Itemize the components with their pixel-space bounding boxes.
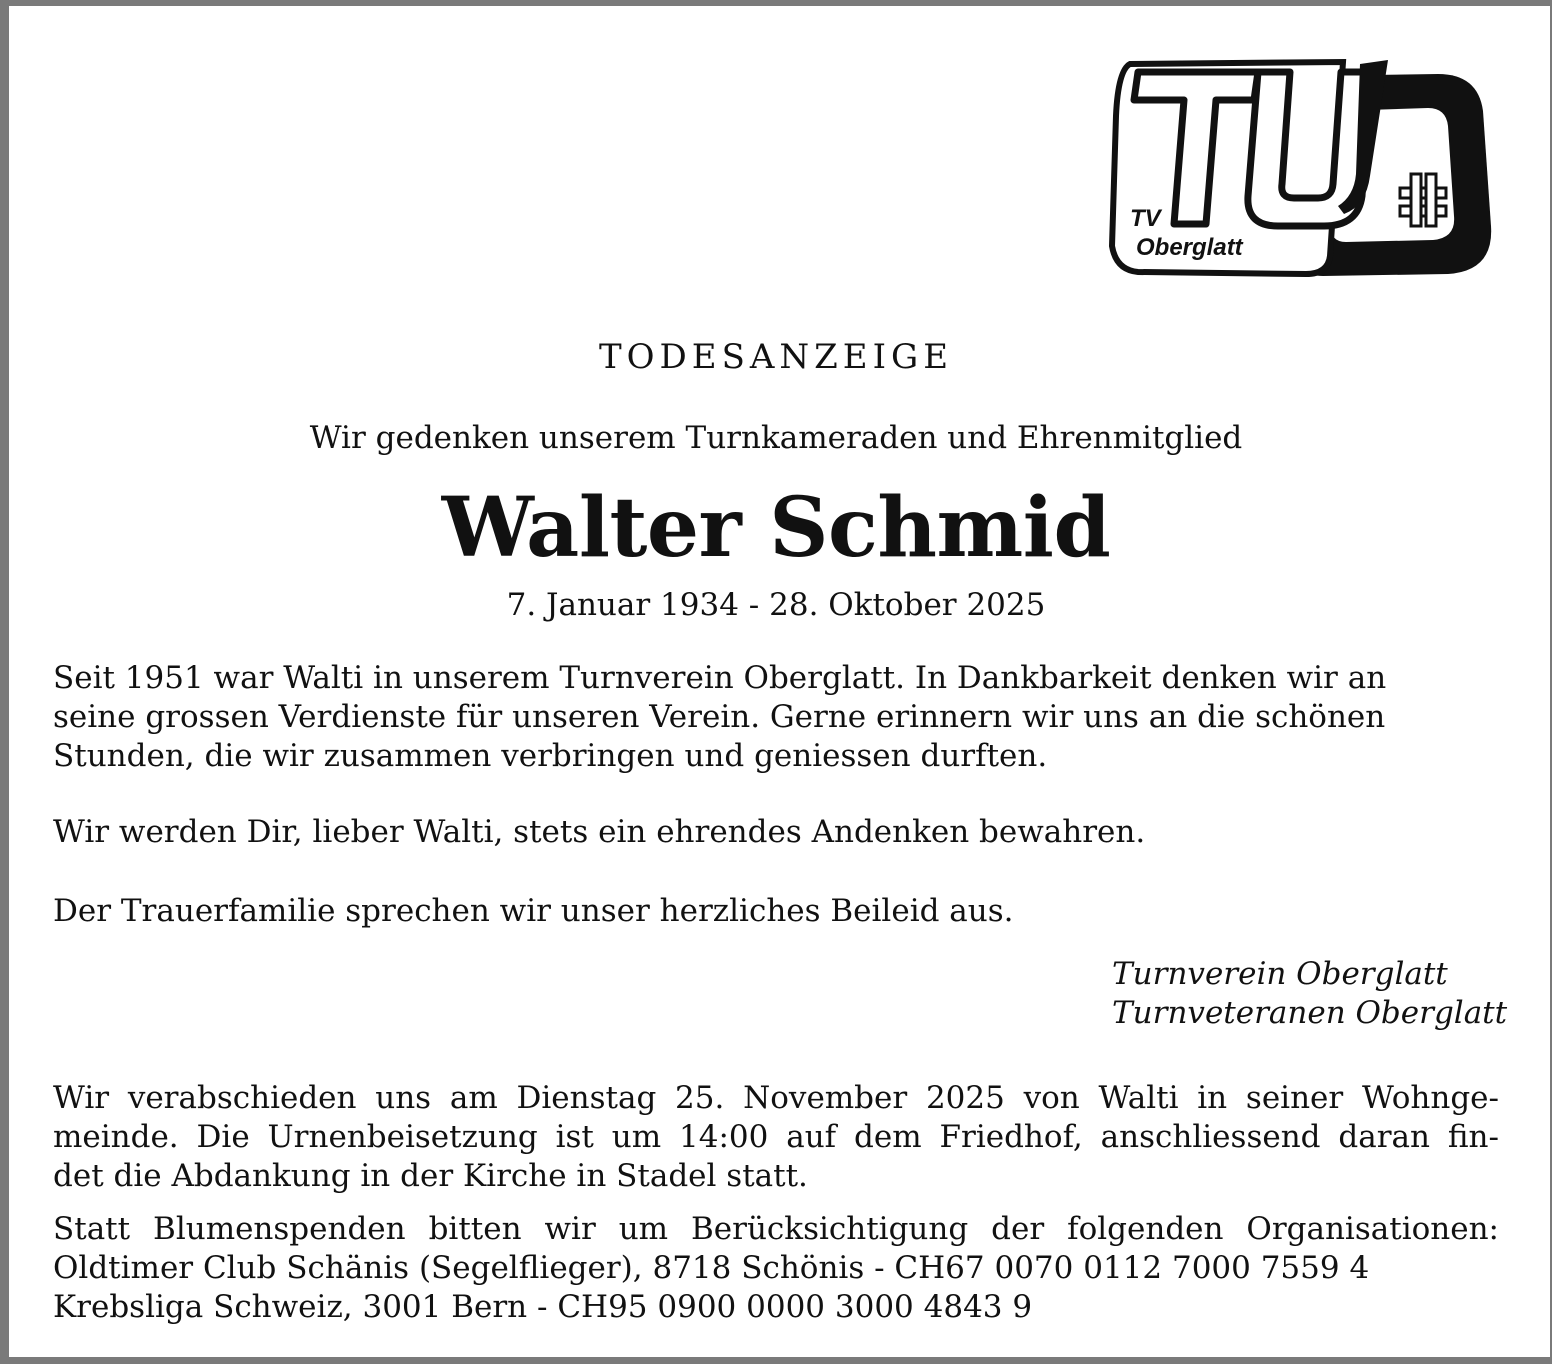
text-line: Statt Blumenspenden bitten wir um Berücksichtigung der folgenden Organisationen: [53,1211,1499,1247]
life-dates: 7. Januar 1934 - 28. Oktober 2025 [506,587,1046,623]
text-line: Seit 1951 war Walti in unserem Turnverein Oberglatt. In Dankbarkeit denken wir an [53,660,1387,696]
logo-club-line2: Oberglatt [1136,234,1243,261]
tribute-paragraph [53,659,1499,776]
intro-line: Wir gedenken unserem Turnkameraden und Ehrenmitglied [309,420,1243,456]
farewell-paragraph [53,1079,1499,1196]
text-line: det die Abdankung in der Kirche in Stadel statt. [53,1158,808,1194]
signature-line: Turnverein Oberglatt [1112,956,1448,992]
text-line: Wir verabschieden uns am Dienstag 25. November 2025 von Walti in seiner Wohnge- [53,1080,1499,1116]
deceased-name: Walter Schmid [441,480,1111,576]
text-line: Krebsliga Schweiz, 3001 Bern - CH95 0900 0000 3000 4843 9 [53,1289,1033,1325]
signature-line: Turnveteranen Oberglatt [1112,995,1508,1031]
notice-heading: TODESANZEIGE [598,337,954,377]
donations-paragraph [53,1210,1499,1327]
text-line: Oldtimer Club Schänis (Segelflieger), 8718 Schönis - CH67 0070 0112 7000 7559 4 [53,1250,1370,1286]
text-line: Stunden, die wir zusammen verbringen und geniessen durften. [53,738,1048,774]
text-line: meinde. Die Urnenbeisetzung ist um 14:00 auf dem Friedhof, anschliessend daran fin- [53,1119,1499,1155]
logo-club-line1: TV [1130,205,1161,232]
signature-block [1112,955,1507,1033]
club-logo [1108,56,1494,280]
tv-oberglatt-logo [1108,56,1494,280]
condolence-paragraph: Der Trauerfamilie sprechen wir unser herzliches Beileid aus. [53,893,1014,929]
remembrance-paragraph: Wir werden Dir, lieber Walti, stets ein ehrendes Andenken bewahren. [53,814,1146,850]
text-line: seine grossen Verdienste für unseren Verein. Gerne erinnern wir uns an die schönen [53,699,1386,735]
